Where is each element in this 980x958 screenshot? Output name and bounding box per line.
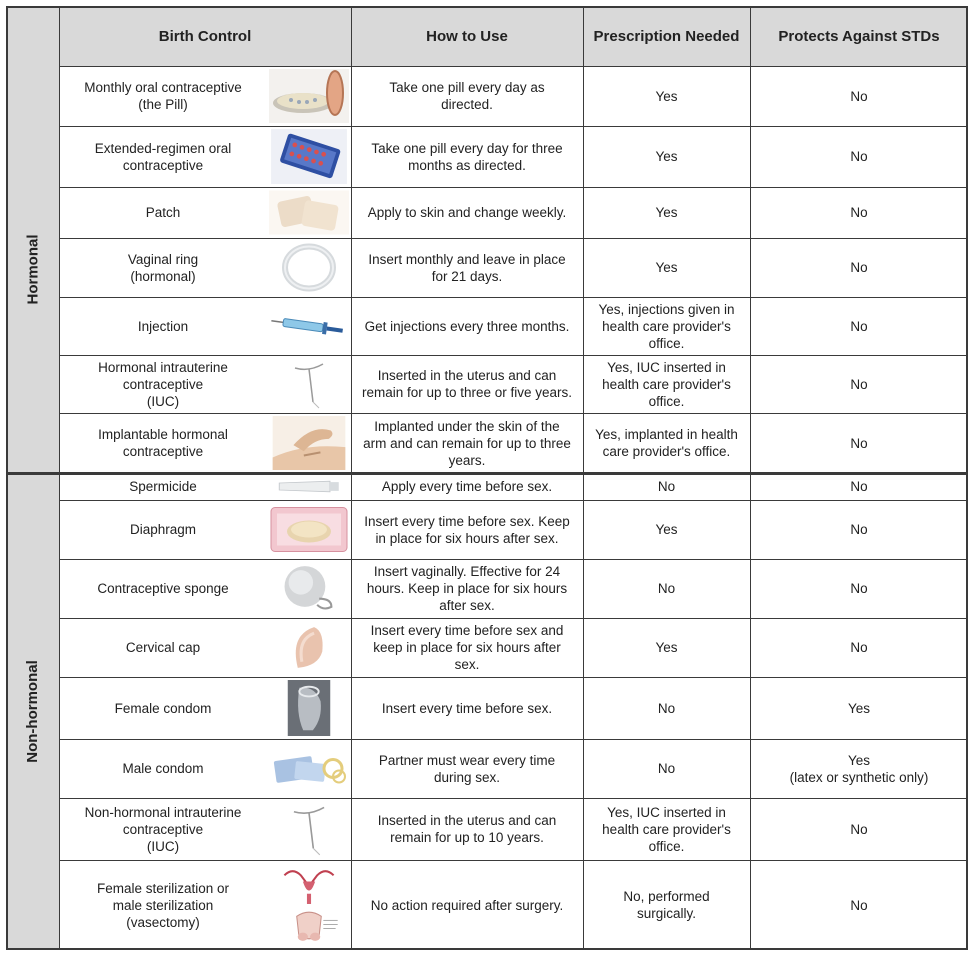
how-to-use-cell: Insert every time before sex. Keep in place for six hours after sex.: [364, 513, 570, 546]
prescription-cell: Yes, implanted in health care provider's office.: [595, 427, 738, 459]
method-name: Monthly oral contraceptive (the Pill): [84, 80, 242, 112]
male-condom-icon: [269, 742, 349, 800]
prescription-cell: No: [657, 700, 676, 716]
prescription-cell: No: [657, 581, 676, 596]
header-protects-against-stds: Protects Against STDs: [778, 27, 940, 45]
method-name: Spermicide: [129, 479, 197, 494]
column-divider: [59, 6, 60, 950]
syringe-icon: [269, 300, 349, 357]
row-divider: [59, 297, 968, 298]
protects-cell: No: [850, 897, 868, 913]
spermicide-tube-icon: [269, 476, 349, 502]
method-name: Male condom: [122, 761, 204, 776]
prescription-cell: No: [657, 479, 676, 494]
protects-cell: No: [850, 640, 868, 655]
protects-cell: No: [850, 581, 868, 596]
prescription-cell: Yes: [655, 640, 678, 655]
row-divider: [59, 677, 968, 678]
protects-cell: No: [850, 318, 868, 334]
column-divider: [351, 6, 352, 950]
copper-iud-icon: [269, 801, 349, 862]
protects-cell: No: [850, 88, 868, 104]
method-name: Implantable hormonal contraceptive: [98, 427, 228, 459]
how-to-use-cell: Insert every time before sex.: [381, 700, 553, 716]
cervical-cap-icon: [269, 621, 349, 679]
prescription-cell: Yes: [655, 149, 678, 164]
prescription-cell: No, performed surgically.: [623, 889, 710, 921]
row-divider: [59, 126, 968, 127]
how-to-use-cell: Insert every time before sex and keep in place for six hours after sex.: [370, 623, 564, 672]
method-name: Patch: [145, 205, 181, 220]
header-prescription-needed: Prescription Needed: [593, 27, 740, 45]
protects-cell: No: [850, 479, 868, 494]
prescription-cell: Yes: [655, 88, 678, 104]
method-name: Diaphragm: [129, 522, 197, 537]
sponge-icon: [269, 562, 349, 620]
row-divider: [59, 739, 968, 740]
how-to-use-cell: Inserted in the uterus and can remain for up to three or five years.: [361, 368, 573, 400]
iud-icon: [269, 358, 349, 415]
group-label-non-hormonal: Non-hormonal: [24, 660, 41, 763]
how-to-use-cell: Implanted under the skin of the arm and can remain for up to three years.: [363, 418, 571, 468]
table-left-border: [6, 6, 8, 950]
how-to-use-cell: Partner must wear every time during sex.: [378, 752, 556, 785]
method-name: Female sterilization or male sterilization (vasectomy): [96, 880, 230, 930]
prescription-cell: Yes, injections given in health care provider's office.: [598, 301, 735, 351]
row-divider: [59, 559, 968, 560]
anatomy-diagram-icon: [269, 863, 349, 952]
column-divider: [750, 6, 751, 950]
pill-pack-icon: [269, 69, 349, 128]
protects-cell: No: [850, 435, 868, 451]
row-divider: [59, 618, 968, 619]
group-divider: [6, 472, 968, 475]
how-to-use-cell: No action required after surgery.: [370, 897, 564, 913]
how-to-use-cell: Insert monthly and leave in place for 21 days.: [368, 251, 566, 284]
method-name: Injection: [137, 318, 189, 334]
protects-cell: Yes: [847, 700, 871, 716]
protects-cell: No: [850, 376, 868, 392]
how-to-use-cell: Apply every time before sex.: [381, 479, 553, 494]
protects-cell: No: [850, 821, 868, 837]
row-divider: [59, 238, 968, 239]
protects-cell: No: [850, 149, 868, 164]
prescription-cell: Yes: [655, 522, 678, 537]
table-top-border: [6, 6, 968, 8]
prescription-cell: Yes, IUC inserted in health care provider's office.: [602, 359, 731, 409]
table-bottom-border: [6, 948, 968, 950]
header-divider: [59, 66, 968, 67]
protects-cell: No: [850, 205, 868, 220]
method-name: Female condom: [114, 700, 212, 716]
method-name: Vaginal ring (hormonal): [127, 251, 199, 284]
how-to-use-cell: Inserted in the uterus and can remain for up to 10 years.: [377, 813, 557, 845]
patch-icon: [269, 190, 349, 240]
female-condom-icon: [269, 680, 349, 741]
pill-blister-icon: [269, 129, 349, 189]
diaphragm-icon: [269, 503, 349, 561]
row-divider: [59, 798, 968, 799]
how-to-use-cell: Apply to skin and change weekly.: [367, 205, 567, 220]
protects-cell: Yes (latex or synthetic only): [789, 752, 929, 785]
header-birth-control: Birth Control: [158, 27, 252, 45]
method-name: Non-hormonal intrauterine contraceptive (IUC): [84, 804, 242, 854]
protects-cell: No: [850, 260, 868, 275]
row-divider: [59, 500, 968, 501]
prescription-cell: Yes, IUC inserted in health care provider's office.: [602, 804, 731, 854]
group-label-hormonal: Hormonal: [24, 234, 42, 305]
table-right-border: [966, 6, 968, 950]
row-divider: [59, 355, 968, 356]
method-name: Contraceptive sponge: [97, 581, 229, 596]
how-to-use-cell: Insert vaginally. Effective for 24 hours. Keep in place for six hours after sex.: [366, 564, 568, 613]
prescription-cell: Yes: [655, 260, 678, 275]
how-to-use-cell: Take one pill every day for three months as directed.: [371, 140, 563, 173]
column-divider: [583, 6, 584, 950]
header-how-to-use: How to Use: [426, 27, 508, 45]
method-name: Hormonal intrauterine contraceptive (IUC): [98, 359, 228, 409]
prescription-cell: Yes: [655, 205, 678, 220]
row-divider: [59, 187, 968, 188]
prescription-cell: No: [657, 761, 676, 776]
how-to-use-cell: Get injections every three months.: [364, 318, 570, 334]
row-divider: [59, 413, 968, 414]
row-divider: [59, 860, 968, 861]
birth-control-table: [6, 6, 968, 950]
method-name: Extended-regimen oral contraceptive: [94, 140, 232, 173]
how-to-use-cell: Take one pill every day as directed.: [389, 80, 545, 112]
implant-arm-icon: [269, 416, 349, 475]
ring-icon: [269, 241, 349, 299]
protects-cell: No: [850, 522, 868, 537]
method-name: Cervical cap: [125, 640, 201, 655]
